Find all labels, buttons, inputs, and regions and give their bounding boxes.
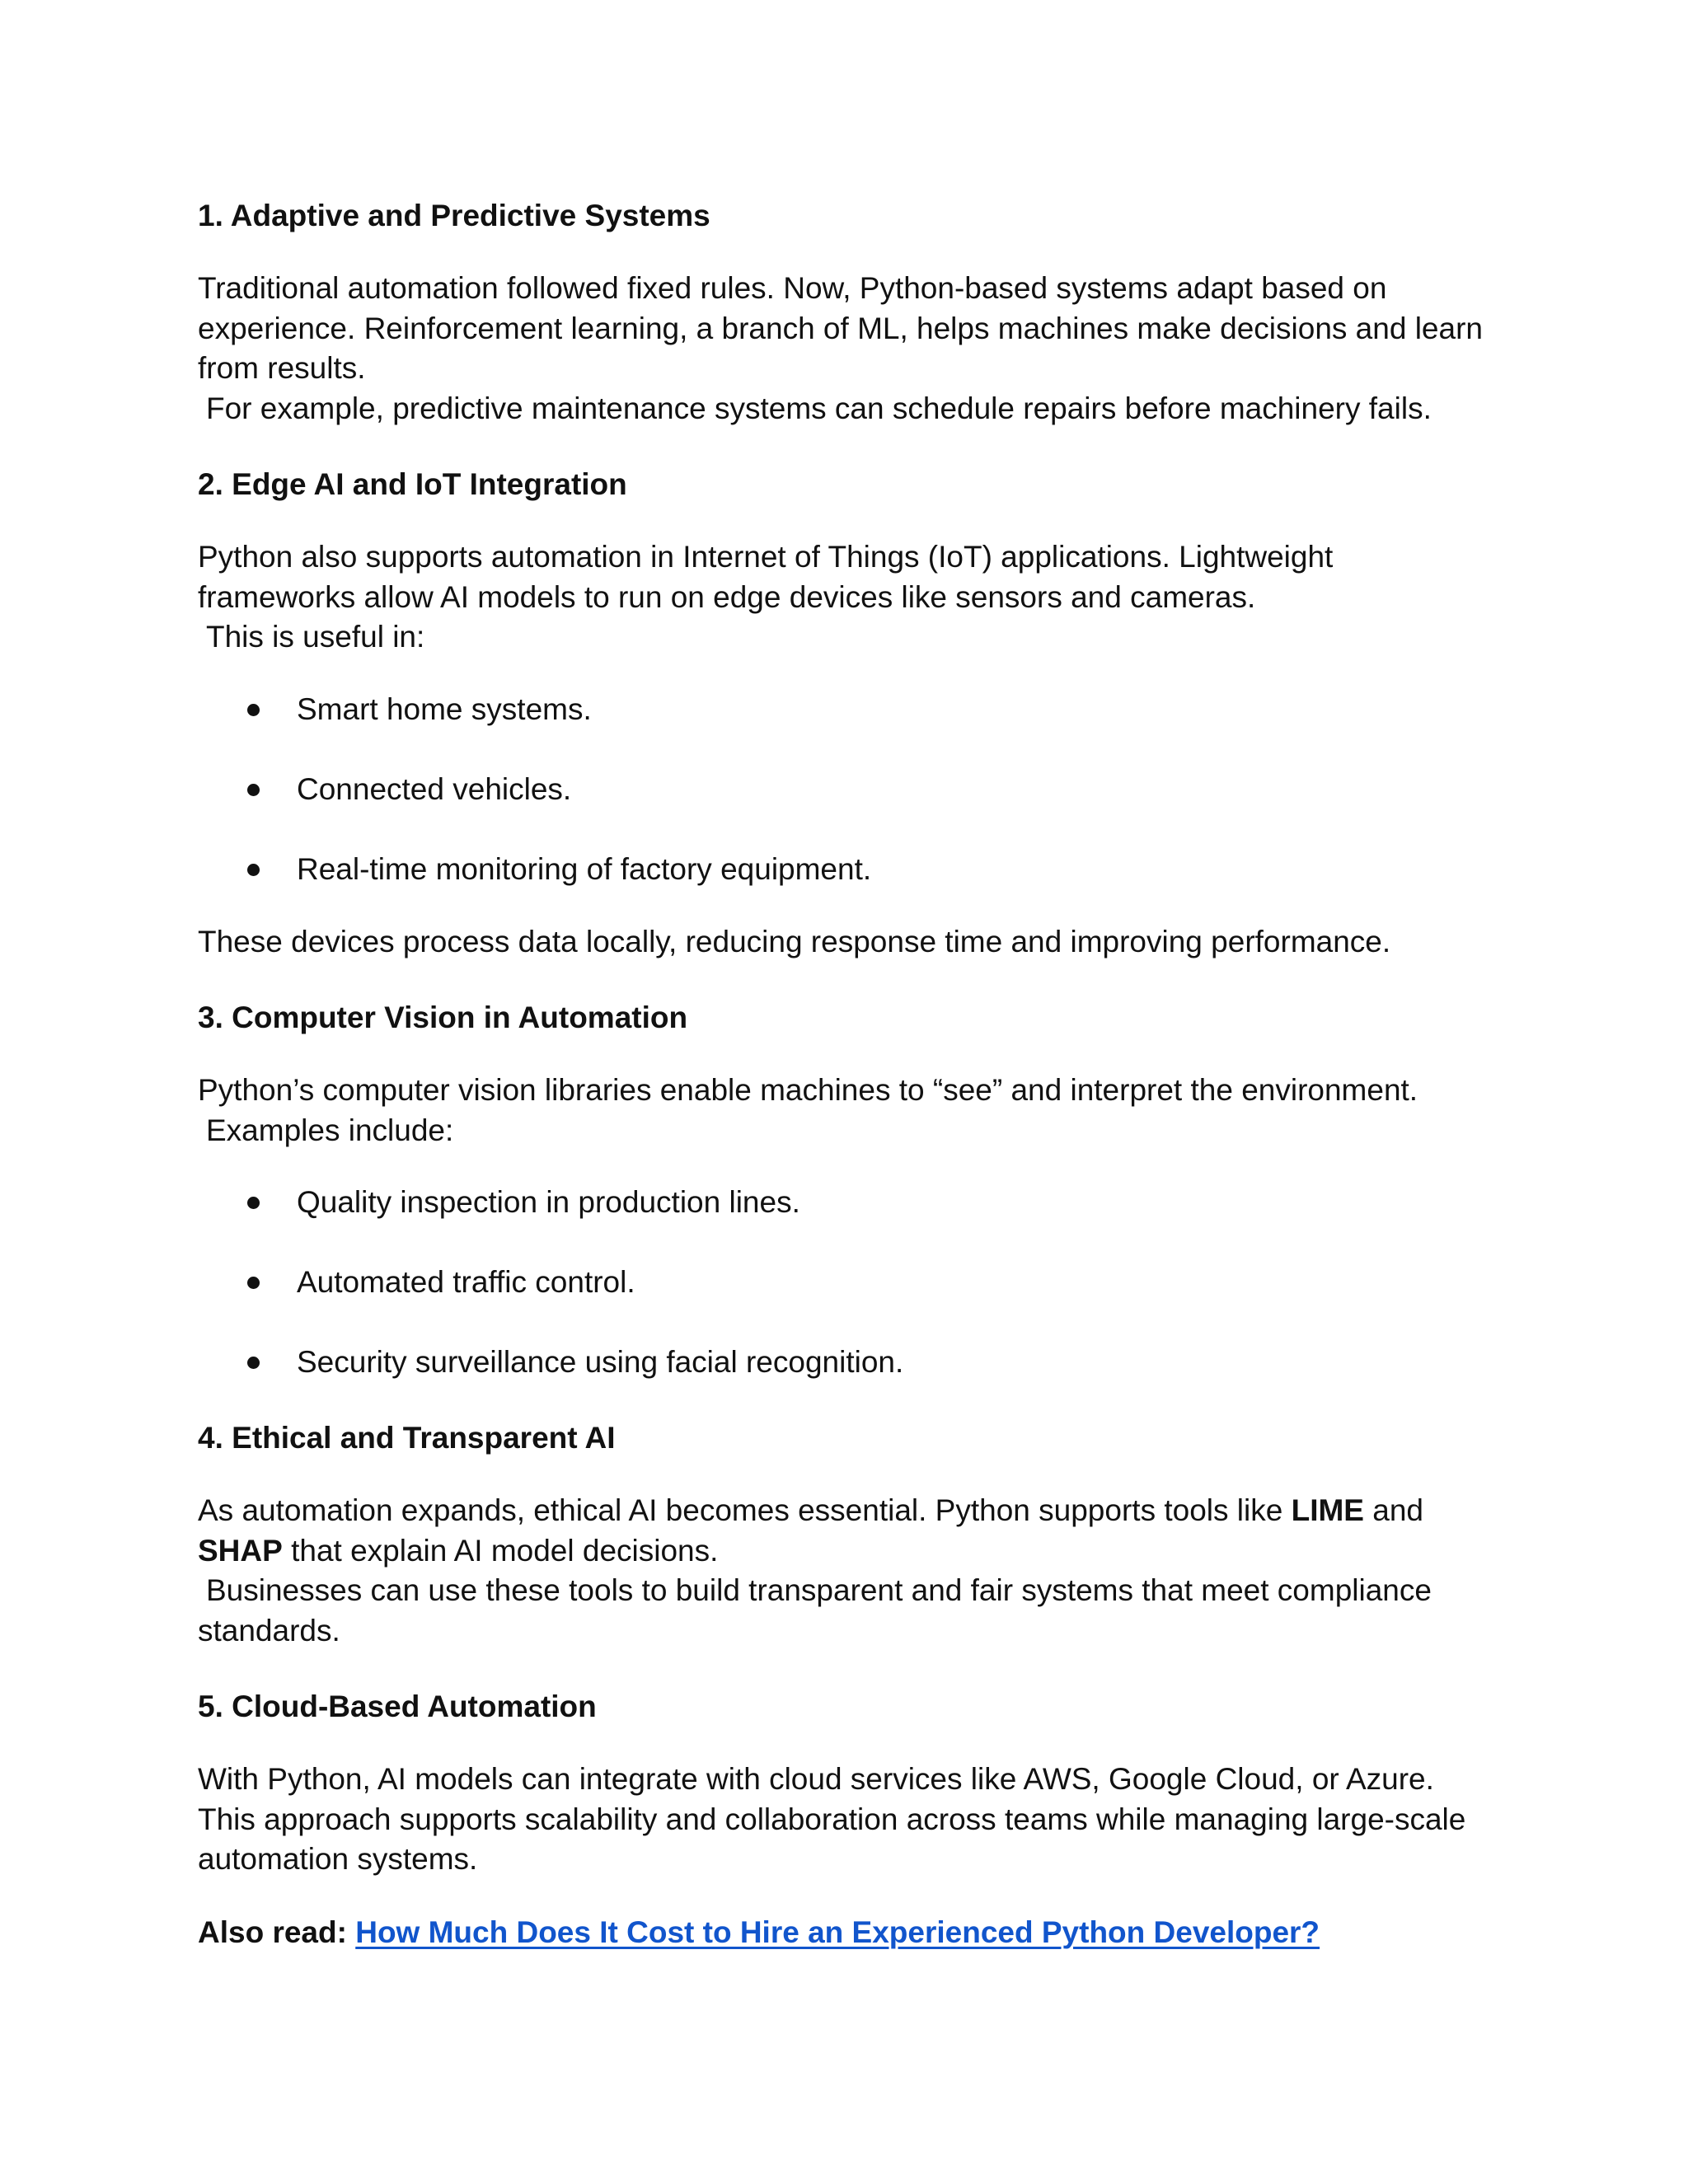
body-line: Examples include: bbox=[206, 1113, 454, 1147]
bullet-icon bbox=[247, 864, 260, 876]
list-item-text: Quality inspection in production lines. bbox=[297, 1185, 800, 1219]
body-line: Traditional automation followed fixed rules. Now, Python-based systems adapt based on bbox=[198, 271, 1387, 305]
body-line: experience. Reinforcement learning, a branch of ML, helps machines make decisions and learn bbox=[198, 311, 1483, 345]
document-page bbox=[198, 196, 1517, 1952]
section-after-edge-ai-iot bbox=[198, 922, 1517, 963]
section-body-computer-vision bbox=[198, 1071, 1517, 1151]
also-read-wrapper bbox=[198, 1913, 1517, 1953]
section-heading-edge-ai-iot: 2. Edge AI and IoT Integration bbox=[198, 467, 627, 501]
list-item bbox=[198, 690, 1517, 729]
list-item bbox=[198, 770, 1517, 809]
body-text: As automation expands, ethical AI becomes essential. Python supports tools like bbox=[198, 1493, 1292, 1527]
bullet-list-edge-uses bbox=[198, 690, 1517, 889]
list-item bbox=[198, 1343, 1517, 1382]
section-heading-computer-vision: 3. Computer Vision in Automation bbox=[198, 1001, 688, 1034]
body-line: For example, predictive maintenance systems can schedule repairs before machinery fails. bbox=[206, 391, 1432, 425]
section-heading-cloud-automation: 5. Cloud-Based Automation bbox=[198, 1690, 597, 1723]
body-line: Businesses can use these tools to build transparent and fair systems that meet compliance bbox=[206, 1573, 1432, 1607]
body-line: This is useful in: bbox=[206, 620, 425, 654]
section-body-edge-ai-iot bbox=[198, 537, 1517, 658]
list-item bbox=[198, 1263, 1517, 1302]
section-body-adaptive-predictive bbox=[198, 269, 1517, 429]
body-text: that explain AI model decisions. bbox=[282, 1533, 719, 1568]
also-read-label: Also read: bbox=[198, 1915, 356, 1949]
body-line bbox=[198, 1491, 1517, 1531]
body-line: automation systems. bbox=[198, 1842, 478, 1876]
body-line: from results. bbox=[198, 351, 366, 385]
section-body-cloud-automation bbox=[198, 1760, 1517, 1880]
list-item-text: Real-time monitoring of factory equipment. bbox=[297, 851, 872, 886]
body-line bbox=[198, 1531, 1517, 1572]
bullet-icon bbox=[247, 1357, 260, 1369]
bullet-icon bbox=[247, 704, 260, 716]
body-line: Python’s computer vision libraries enable machines to “see” and interpret the environment. bbox=[198, 1073, 1418, 1107]
body-line: Python also supports automation in Internet of Things (IoT) applications. Lightweight bbox=[198, 540, 1334, 574]
bullet-list-vision-examples bbox=[198, 1183, 1517, 1382]
list-item-text: Connected vehicles. bbox=[297, 771, 572, 806]
bullet-icon bbox=[247, 1277, 260, 1289]
list-item-text: Automated traffic control. bbox=[297, 1265, 635, 1299]
bullet-icon bbox=[247, 784, 260, 796]
lime-tool-name: LIME bbox=[1291, 1493, 1364, 1527]
bullet-icon bbox=[247, 1197, 260, 1209]
body-line: With Python, AI models can integrate with cloud services like AWS, Google Cloud, or Azure. bbox=[198, 1762, 1434, 1796]
also-read-line bbox=[198, 1913, 1517, 1953]
section-heading-ethical-ai: 4. Ethical and Transparent AI bbox=[198, 1421, 616, 1455]
body-line: frameworks allow AI models to run on edge devices like sensors and cameras. bbox=[198, 579, 1256, 614]
shap-tool-name: SHAP bbox=[198, 1533, 283, 1568]
list-item-text: Security surveillance using facial recognition. bbox=[297, 1345, 904, 1379]
section-heading-adaptive-predictive: 1. Adaptive and Predictive Systems bbox=[198, 199, 710, 232]
also-read-link[interactable]: How Much Does It Cost to Hire an Experienced Python Developer? bbox=[355, 1915, 1320, 1949]
section-body-ethical-ai bbox=[198, 1491, 1517, 1651]
body-line: These devices process data locally, reducing response time and improving performance. bbox=[198, 924, 1391, 958]
body-line: standards. bbox=[198, 1613, 340, 1647]
list-item bbox=[198, 1183, 1517, 1222]
body-text: and bbox=[1363, 1493, 1423, 1527]
body-line: This approach supports scalability and collaboration across teams while managing large-scale bbox=[198, 1802, 1466, 1836]
list-item-text: Smart home systems. bbox=[297, 691, 592, 726]
list-item bbox=[198, 850, 1517, 889]
